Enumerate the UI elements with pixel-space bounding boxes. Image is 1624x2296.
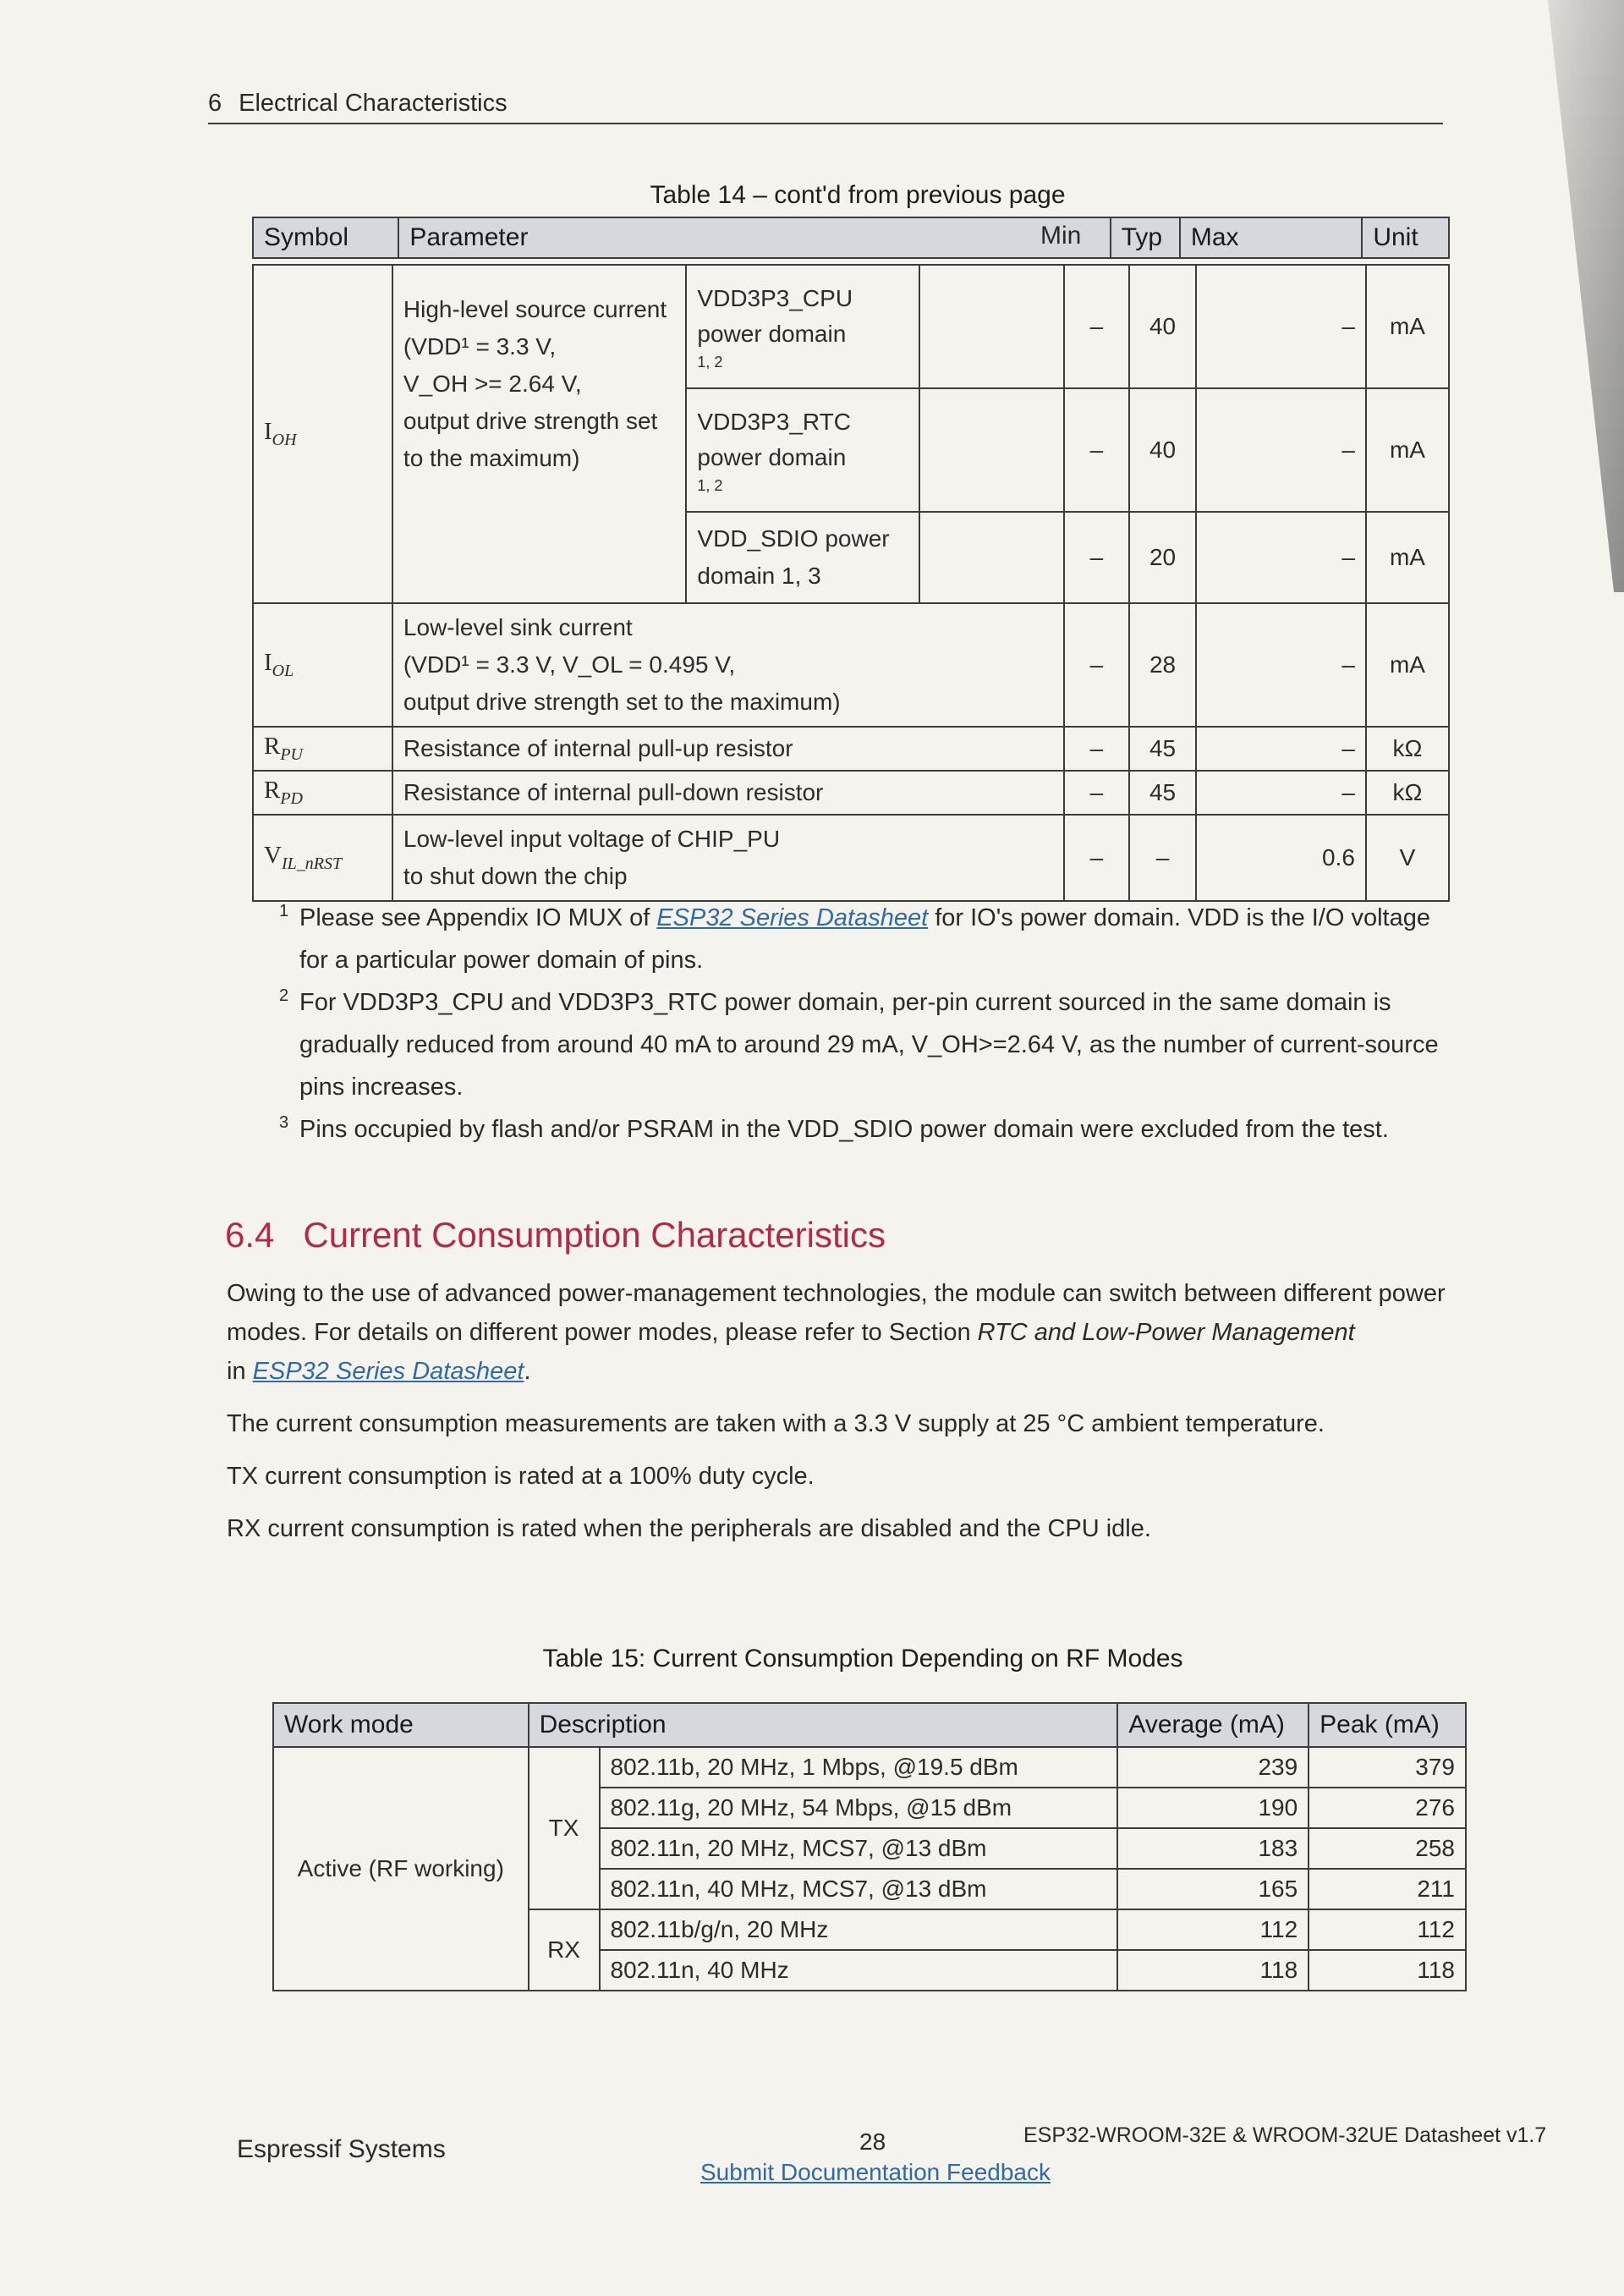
symbol-iol: $I_{OL}$ — [253, 603, 392, 727]
paragraph — [227, 1274, 1470, 1391]
paragraph-text: in — [227, 1358, 253, 1385]
param-rpu: Resistance of internal pull-up resistor — [392, 727, 1064, 771]
col-header-unit: Unit — [1362, 217, 1449, 258]
peak-cell: 112 — [1309, 1909, 1466, 1950]
param-line: V_OH >= 2.64 V, — [403, 371, 582, 397]
min-cell: – — [1064, 815, 1130, 901]
datasheet-link[interactable]: ESP32 Series Datasheet — [656, 904, 929, 931]
paragraph-text: Owing to the use of advanced power-management technologies, the module can switch between different power modes. For details on different power modes, please refer to Section — [227, 1280, 1446, 1346]
desc-cell: 802.11b/g/n, 20 MHz — [600, 1909, 1118, 1950]
empty-cell — [919, 512, 1064, 603]
domain-sdio — [686, 512, 919, 603]
typ-cell: 45 — [1129, 771, 1196, 815]
max-cell: – — [1196, 265, 1366, 388]
unit-cell: mA — [1366, 512, 1449, 603]
table15-caption: Table 15: Current Consumption Depending on RF Modes — [542, 1645, 1183, 1673]
empty-cell — [919, 388, 1064, 512]
param-line: (VDD¹ = 3.3 V, — [403, 333, 557, 360]
max-cell: – — [1196, 771, 1366, 815]
typ-cell: 28 — [1129, 603, 1196, 727]
avg-cell: 183 — [1117, 1828, 1309, 1869]
section-title: Current Consumption Characteristics — [303, 1215, 886, 1255]
page-curl-shadow — [1497, 0, 1624, 592]
symbol-vil: $V_{IL\_nRST}$ — [253, 815, 392, 901]
col-header-average: Average (mA) — [1117, 1703, 1309, 1747]
rx-label: RX — [529, 1909, 600, 1991]
domain-rtc — [686, 388, 919, 512]
param-line: Low-level sink current — [403, 614, 633, 640]
domain-line: 1, 2 — [697, 477, 723, 494]
table14-footnotes — [279, 897, 1455, 1151]
min-cell: – — [1064, 771, 1130, 815]
avg-cell: 118 — [1117, 1950, 1309, 1991]
max-cell: – — [1196, 388, 1366, 512]
domain-line: VDD3P3_RTC — [697, 409, 851, 435]
typ-cell: – — [1129, 815, 1196, 901]
footnote-mark: 2 — [279, 986, 289, 1005]
typ-cell: 40 — [1129, 265, 1196, 388]
desc-cell: 802.11g, 20 MHz, 54 Mbps, @15 dBm — [600, 1788, 1118, 1828]
table14-body — [252, 264, 1450, 902]
footnote — [279, 897, 1455, 981]
param-vil — [392, 815, 1064, 901]
work-mode-cell: Active (RF working) — [273, 1747, 529, 1991]
domain-cpu — [686, 265, 919, 388]
footer-page-number: 28 — [859, 2128, 886, 2155]
symbol-rpd: $R_{PD}$ — [253, 771, 392, 815]
param-ioh — [392, 265, 687, 603]
unit-cell: mA — [1366, 603, 1449, 727]
section-number: 6.4 — [225, 1215, 275, 1255]
avg-cell: 190 — [1117, 1788, 1309, 1828]
max-cell: – — [1196, 603, 1366, 727]
unit-cell: mA — [1366, 265, 1449, 388]
running-header — [208, 90, 1443, 124]
section-reference: RTC and Low-Power Management — [977, 1319, 1355, 1346]
unit-cell: kΩ — [1366, 771, 1449, 815]
max-cell: – — [1196, 512, 1366, 603]
datasheet-link[interactable]: ESP32 Series Datasheet — [252, 1358, 524, 1385]
col-header-typ: Typ — [1111, 217, 1180, 258]
paragraph-text: . — [524, 1358, 531, 1385]
typ-cell: 40 — [1129, 388, 1196, 512]
param-line: to shut down the chip — [403, 862, 628, 889]
param-line: (VDD¹ = 3.3 V, V_OL = 0.495 V, — [403, 651, 736, 678]
domain-line: domain 1, 3 — [697, 563, 821, 589]
table-row — [253, 727, 1449, 771]
domain-line: 1, 2 — [697, 354, 723, 371]
param-rpd: Resistance of internal pull-down resistor — [392, 771, 1064, 815]
footnote-mark: 1 — [279, 902, 289, 920]
tx-label: TX — [529, 1747, 600, 1909]
min-cell: – — [1064, 603, 1130, 727]
paragraph: TX current consumption is rated at a 100% duty cycle. — [227, 1463, 815, 1490]
param-line: Low-level input voltage of CHIP_PU — [403, 825, 781, 852]
min-cell: – — [1064, 388, 1130, 512]
param-iol — [392, 603, 1064, 727]
col-header-min: Min — [1040, 222, 1082, 250]
avg-cell: 239 — [1117, 1747, 1309, 1788]
desc-cell: 802.11n, 40 MHz, MCS7, @13 dBm — [600, 1869, 1118, 1909]
avg-cell: 165 — [1117, 1869, 1309, 1909]
domain-line: power domain — [697, 444, 847, 470]
peak-cell: 276 — [1309, 1788, 1466, 1828]
col-header-symbol: Symbol — [253, 217, 398, 258]
footnote-text: For VDD3P3_CPU and VDD3P3_RTC power domain, per-pin current sourced in the same domain is gradually reduced from around 40 mA to around 29 mA, V_OH>=2.64 V, as the number of current-source pins increases. — [299, 989, 1439, 1101]
param-line: output drive strength set — [403, 408, 658, 434]
footnote — [279, 1108, 1455, 1151]
footer-company: Espressif Systems — [237, 2135, 446, 2163]
paragraph: RX current consumption is rated when the peripherals are disabled and the CPU idle. — [227, 1515, 1151, 1542]
symbol-rpu: $R_{PU}$ — [253, 727, 392, 771]
table-row — [253, 603, 1449, 727]
footnote-text: Pins occupied by flash and/or PSRAM in the VDD_SDIO power domain were excluded from the test. — [299, 1116, 1389, 1143]
desc-cell: 802.11n, 20 MHz, MCS7, @13 dBm — [600, 1828, 1118, 1869]
header-section-title: Electrical Characteristics — [239, 90, 508, 117]
table-row — [273, 1747, 1466, 1788]
footnote-text: Please see Appendix IO MUX of — [299, 904, 657, 931]
peak-cell: 379 — [1309, 1747, 1466, 1788]
table14 — [252, 217, 1450, 259]
max-cell: – — [1196, 727, 1366, 771]
avg-cell: 112 — [1117, 1909, 1309, 1950]
footnote-text: for IO's power domain. VDD is the I/O voltage for a particular power domain of pins. — [299, 904, 1430, 974]
param-line: output drive strength set to the maximum) — [403, 689, 841, 715]
unit-cell: mA — [1366, 388, 1449, 512]
max-cell: 0.6 — [1196, 815, 1366, 901]
unit-cell: kΩ — [1366, 727, 1449, 771]
desc-cell: 802.11n, 40 MHz — [600, 1950, 1118, 1991]
peak-cell: 211 — [1309, 1869, 1466, 1909]
domain-line: VDD3P3_CPU — [697, 285, 853, 311]
param-line: High-level source current — [403, 296, 667, 322]
table-row — [253, 265, 1449, 388]
min-cell: – — [1064, 727, 1130, 771]
typ-cell: 45 — [1129, 727, 1196, 771]
desc-cell: 802.11b, 20 MHz, 1 Mbps, @19.5 dBm — [600, 1747, 1118, 1788]
col-header-parameter: Parameter — [398, 217, 1110, 258]
domain-line: VDD_SDIO power — [697, 525, 890, 552]
table14-header-row — [253, 217, 1449, 258]
table15-header-row — [273, 1703, 1466, 1747]
col-header-work-mode: Work mode — [273, 1703, 529, 1747]
table-row — [253, 771, 1449, 815]
min-cell: – — [1064, 265, 1130, 388]
footnote-mark: 3 — [279, 1113, 289, 1132]
col-header-description: Description — [529, 1703, 1118, 1747]
param-line: to the maximum) — [403, 445, 580, 471]
table14-caption: Table 14 – cont'd from previous page — [650, 181, 1066, 209]
typ-cell: 20 — [1129, 512, 1196, 603]
submit-feedback-link[interactable]: Submit Documentation Feedback — [700, 2159, 1051, 2185]
domain-line: power domain — [697, 321, 847, 347]
paragraph: The current consumption measurements are taken with a 3.3 V supply at 25 °C ambient temperature. — [227, 1410, 1325, 1437]
col-header-peak: Peak (mA) — [1309, 1703, 1466, 1747]
footer-doc-title: ESP32-WROOM-32E & WROOM-32UE Datasheet v1.7 — [1023, 2123, 1547, 2147]
empty-cell — [919, 265, 1064, 388]
peak-cell: 118 — [1309, 1950, 1466, 1991]
peak-cell: 258 — [1309, 1828, 1466, 1869]
table-row — [253, 815, 1449, 901]
footnote — [279, 981, 1455, 1108]
header-section-number: 6 — [208, 90, 222, 117]
section-body — [227, 1274, 1470, 1562]
min-cell: – — [1064, 512, 1130, 603]
table15 — [272, 1702, 1467, 1991]
col-header-max: Max — [1180, 217, 1362, 258]
unit-cell: V — [1366, 815, 1449, 901]
symbol-ioh: $I_{OH}$ — [253, 265, 392, 603]
section-heading — [225, 1215, 886, 1255]
